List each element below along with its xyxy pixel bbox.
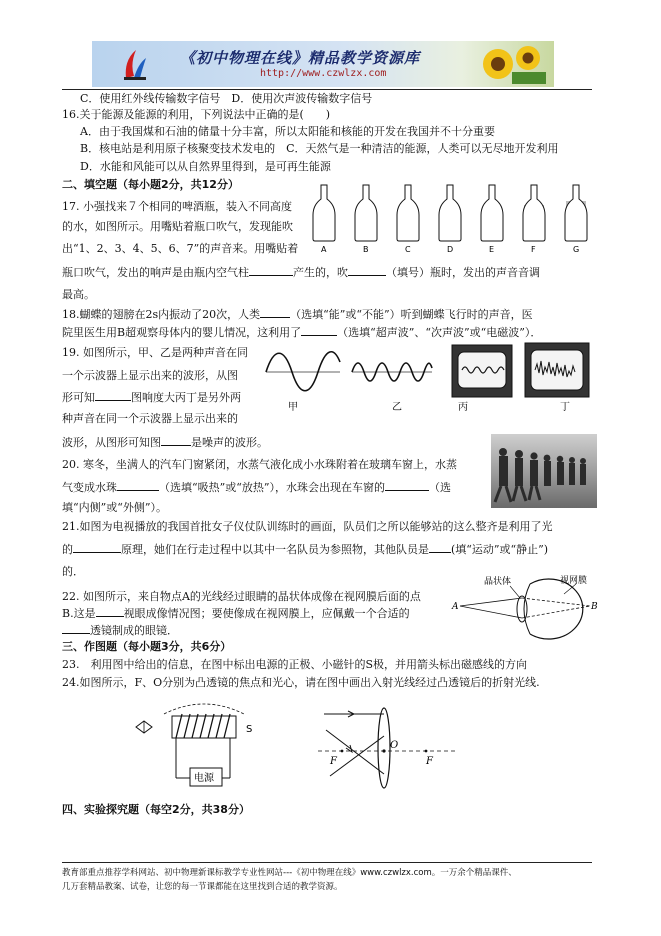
q21-line-1: 21.如图为电视播放的我国首批女子仪仗队训练时的画面，队员们之所以能够站的这么整齐是利用了光 bbox=[62, 520, 553, 533]
lens-label: 晶状体 bbox=[484, 577, 512, 587]
q18-blank-1[interactable] bbox=[260, 307, 290, 318]
convex-lens-figure bbox=[318, 696, 458, 792]
q21-blank-1[interactable] bbox=[73, 542, 121, 553]
wave-label-ding: 丁 bbox=[560, 402, 570, 413]
oscilloscope-ding bbox=[525, 343, 589, 397]
section-fill-in-heading: 二、填空题（每小题2分，共12分） bbox=[62, 178, 239, 191]
header-banner bbox=[92, 41, 554, 87]
bottle-label: B bbox=[363, 245, 369, 253]
q16-stem: 16.关于能源及能源的利用，下列说法中正确的是( ) bbox=[62, 108, 331, 121]
focus-left-label: F bbox=[330, 756, 337, 767]
q19-line-1: 19. 如图所示，甲、乙是两种声音在同 bbox=[62, 346, 248, 359]
bottle-b bbox=[355, 185, 377, 253]
bottle-c bbox=[397, 185, 419, 253]
q16-option-d: D．水能和风能可以从自然界里得到，是可再生能源 bbox=[80, 160, 331, 173]
optical-center-label: O bbox=[390, 740, 399, 751]
q21-line-3: 的． bbox=[62, 565, 84, 578]
bottles-figure bbox=[308, 183, 598, 253]
q22-line-1: 22. 如图所示，来自物点A的光线经过眼睛的晶状体成像在视网膜后面的点 bbox=[62, 590, 421, 603]
q17-line-1: 17. 小强找来７个相同的啤酒瓶，装入不同高度 bbox=[62, 200, 292, 213]
q22-line-3: 透镜制成的眼镜． bbox=[62, 623, 178, 638]
q22-line-2: B.这是 视眼成像情况图；要使像成在视网膜上，应佩戴一个合适的 bbox=[62, 607, 410, 620]
site-logo-icon bbox=[122, 46, 148, 82]
footer-rule bbox=[62, 862, 592, 863]
section-drawing-heading: 三、作图题（每小题3分，共6分） bbox=[62, 640, 232, 653]
honor-guard-photo bbox=[491, 434, 597, 508]
q18-blank-2[interactable] bbox=[301, 325, 337, 336]
q21-line-2: 的 原理，她们在行走过程中以其中一名队员为参照物，其他队员是 (填“运动”或“静止”) bbox=[62, 543, 549, 556]
waveforms-figure bbox=[262, 342, 592, 418]
marching-figures-icon bbox=[491, 434, 597, 508]
sunflower-icon bbox=[476, 44, 546, 84]
q20-line-2: 气变成水珠 （选填“吸热”或“放热”），水珠会出现在车窗的 （选 bbox=[62, 481, 451, 494]
q19-line-4: 种声音在同一个示波器上显示出来的 bbox=[62, 412, 238, 425]
q15-option-cd: C．使用红外线传输数字信号 D．使用次声波传输数字信号 bbox=[80, 92, 373, 105]
retina-label: 视网膜 bbox=[560, 576, 588, 586]
solenoid-figure bbox=[126, 694, 276, 794]
q20-line-1: 20. 寒冬，坐满人的汽车门窗紧闭，水蒸气液化成小水珠附着在玻璃车窗上，水蒸 bbox=[62, 458, 457, 471]
bottle-d bbox=[439, 185, 461, 253]
q17-line-3: 出“1、2、3、4、5、6、7”的声音来。用嘴贴着 bbox=[62, 242, 299, 255]
wave-yi bbox=[352, 363, 432, 381]
q17-blank-1[interactable] bbox=[249, 265, 293, 276]
q19-blank-1[interactable] bbox=[95, 390, 131, 401]
q22-blank-2[interactable] bbox=[62, 623, 90, 634]
q18-line-1: 18.蝴蝶的翅膀在2s内振动了20次，人类 （选填“能”或“不能”）听到蝴蝶飞行时的声音，医 bbox=[62, 308, 533, 321]
q16-option-a: A．由于我国煤和石油的储量十分丰富，所以太阳能和核能的开发在我国并不十分重要 bbox=[80, 125, 495, 138]
oscilloscope-bing bbox=[452, 345, 512, 397]
q20-line-3: 填“内侧”或“外侧”）。 bbox=[62, 501, 167, 514]
q23-text: 23. 利用图中给出的信息，在图中标出电源的正极、小磁针的S极，并用箭头标出磁感线的方向 bbox=[62, 658, 528, 671]
q19-line-2: 一个示波器上显示出来的波形，从图 bbox=[62, 369, 238, 382]
q17-blank-2[interactable] bbox=[348, 265, 386, 276]
q17-line-5: 最高。 bbox=[62, 288, 95, 301]
bottle-label: D bbox=[447, 245, 454, 253]
focus-right-label: F bbox=[426, 756, 433, 767]
wave-label-yi: 乙 bbox=[392, 402, 402, 413]
eye-diagram bbox=[450, 572, 600, 642]
section-experiment-heading: 四、实验探究题（每空2分，共38分） bbox=[62, 803, 250, 816]
bottle-a bbox=[313, 185, 335, 253]
q17-line-2: 的水，如图所示。用嘴贴着瓶口吹气，发现能吹 bbox=[62, 220, 293, 233]
q21-blank-2[interactable] bbox=[429, 542, 451, 553]
q19-blank-2[interactable] bbox=[161, 435, 191, 446]
q24-text: 24.如图所示，F、O分别为凸透镜的焦点和光心，请在图中画出入射光线经过凸透镜后的折射光线. bbox=[62, 676, 540, 689]
q19-line-3: 形可知 图响度大丙丁是另外两 bbox=[62, 391, 241, 404]
power-source-label: 电源 bbox=[194, 773, 214, 784]
bottle-label: G bbox=[573, 245, 580, 253]
q22-blank-1[interactable] bbox=[96, 606, 124, 617]
header-rule bbox=[62, 89, 592, 90]
bottle-label: C bbox=[405, 245, 411, 253]
q19-line-5: 波形，从图形可知图 是噪声的波形。 bbox=[62, 436, 268, 449]
wave-label-bing: 丙 bbox=[458, 402, 468, 413]
bottle-label: E bbox=[489, 245, 495, 253]
footer-line-1: 教育部重点推荐学科网站、初中物理新课标教学专业性网站---《初中物理在线》www.czwlzx.com。一万余个精品课件、 bbox=[62, 868, 517, 878]
wave-jia bbox=[266, 352, 340, 391]
q16-option-bc: B．核电站是利用原子核聚变技术发电的 C．天然气是一种清洁的能源，人类可以无尽地开发利用 bbox=[80, 142, 559, 155]
bottle-e bbox=[481, 185, 503, 253]
bottle-label: A bbox=[321, 245, 327, 253]
q18-line-2: 院里医生用B超观察母体内的婴儿情况，这利用了 （选填“超声波”、“次声波”或“电磁波”）． bbox=[62, 326, 542, 339]
bottle-f bbox=[523, 185, 545, 253]
q20-blank-1[interactable] bbox=[117, 480, 159, 491]
banner-title: 《初中物理在线》精品教学资源库 bbox=[180, 49, 421, 67]
footer-line-2: 几万套精品教案、试卷，让您的每一节课都能在这里找到合适的教学资源。 bbox=[62, 882, 343, 892]
bottle-label: F bbox=[531, 245, 536, 253]
banner-url[interactable]: http://www.czwlzx.com bbox=[260, 68, 387, 79]
wave-label-jia: 甲 bbox=[288, 402, 298, 413]
q17-line-4: 瓶口吹气，发出的响声是由瓶内空气柱 产生的，吹 （填号）瓶时，发出的声音音调 bbox=[62, 266, 540, 279]
point-b-label: B bbox=[591, 602, 598, 612]
s-pole-label: S bbox=[246, 724, 253, 735]
q20-blank-2[interactable] bbox=[385, 480, 429, 491]
bottle-g bbox=[565, 185, 587, 253]
point-a-label: A bbox=[452, 602, 459, 612]
